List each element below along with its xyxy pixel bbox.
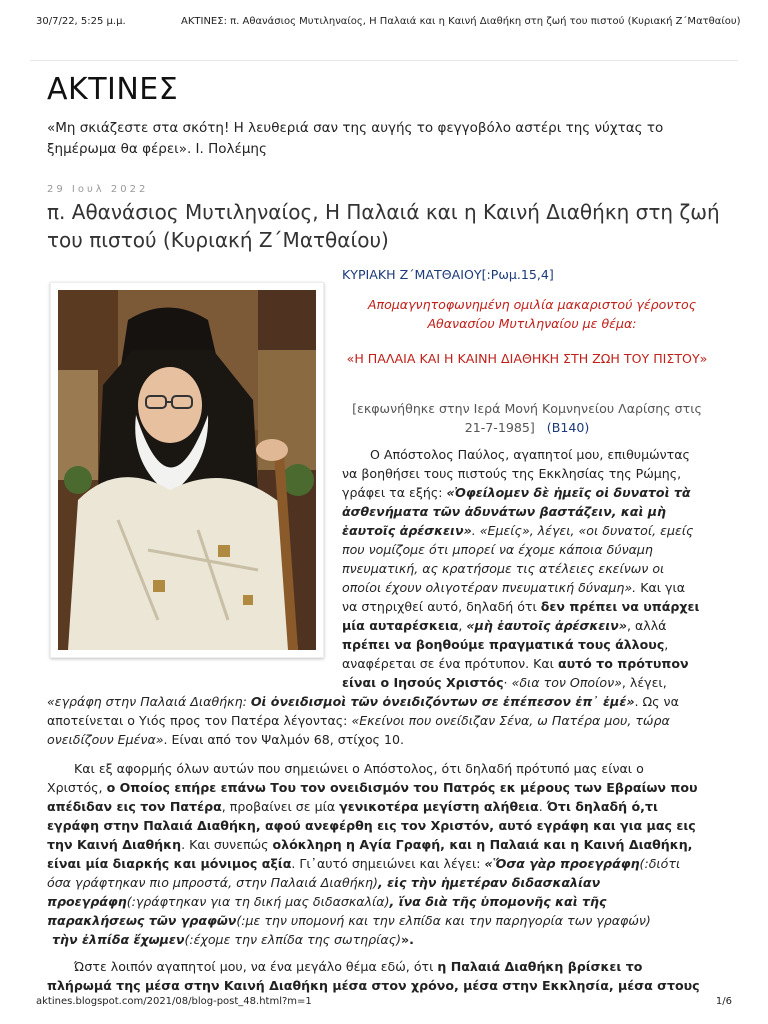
- body-line: Ο Απόστολος Παύλος, αγαπητοί μου, επιθυμώντας: [370, 447, 690, 462]
- body-line: να βοηθήσει τους πιστούς της Εκκλησίας της Ρώμης,: [342, 466, 682, 481]
- sermon-code: (Β140): [546, 419, 590, 435]
- body-line: όσα γράφτηκαν πιο μπροστά, στην Παλαιά Διαθήκη), εἰς τὴν ἡμετέραν διδασκαλίαν: [47, 875, 601, 890]
- body-line: γράφει τα εξής: «Ὀφείλομεν δὲ ἡμεῖς οἱ δυνατοὶ τὰ: [342, 485, 691, 500]
- print-timestamp: 30/7/22, 5:25 μ.μ.: [36, 16, 126, 27]
- sermon-theme-text: «Η ΠΑΛΑΙΑ ΚΑΙ Η ΚΑΙΝΗ ΔΙΑΘΗΚΗ ΣΤΗ ΖΩΗ ΤΟΥ ΠΙΣΤΟΥ»: [346, 351, 708, 366]
- body-line: Ώστε λοιπόν αγαπητοί μου, να ένα μεγάλο θέμα εδώ, ότι η Παλαιά Διαθήκη βρίσκει το: [74, 959, 643, 974]
- sunday-heading: ΚΥΡΙΑΚΗ Ζ΄ΜΑΤΘΑΙΟΥ: [342, 267, 482, 282]
- body-line: παρακλήσεως τῶν γραφῶν(:με την υπομονή και την ελπίδα και την παρηγορία των γραφών): [47, 913, 651, 928]
- body-line: πνευματική, ας κρατήσομε τις ατέλειες εκείνων οι: [342, 561, 665, 576]
- post-title: π. Αθανάσιος Μυτιληναίος, Η Παλαιά και η Καινή Διαθήκη στη ζωή του πιστού (Κυριακή Ζ΄Ματθαίου): [47, 200, 720, 252]
- body-line: είναι μία διαρκής και μόνιμος αξία. Γι᾿αυτό σημειώνει και λέγει: «Ὅσα γὰρ προεγράφη(:διότι: [47, 856, 681, 871]
- body-line: που νομίζομε ότι μπορεί να έχομε κάποια δύναμη: [342, 542, 653, 557]
- body-line: είναι ο Ιησούς Χριστός· «δια τον Οποίον», λέγει,: [342, 675, 667, 690]
- body-line: ονειδίζουν Εμένα». Είναι από τον Ψαλμόν 68, στίχος 10.: [47, 732, 404, 747]
- sermon-heading: [342, 266, 722, 285]
- body-line: οποίοι έχουν ολιγοτέραν πνευματική δύναμη». Και για: [342, 580, 686, 595]
- body-line: απέδιδαν εις τον Πατέρα, προβαίνει σε μία γενικοτέρα μεγίστη αλήθεια. Ότι δηλαδή ό,τι: [47, 799, 658, 814]
- body-line: αναφέρεται σε ένα πρότυπον. Και αυτό το πρότυπον: [342, 656, 689, 671]
- print-header: [36, 16, 741, 30]
- scripture-reference: [:Ρωμ.15,4]: [481, 267, 554, 282]
- sermon-subtitle: [342, 296, 722, 333]
- blog-description: «Μη σκιάζεστε στα σκότη! Η λευθεριά σαν της αυγής το φεγγοβόλο αστέρι της νύχτας το ξημέρωμα θα φέρει». Ι. Πολέμης: [47, 120, 664, 157]
- body-line: Και εξ αφορμής όλων αυτών που σημειώνει ο Απόστολος, ότι δηλαδή πρότυπό μας είναι ο: [74, 761, 644, 776]
- sermon-subtitle-text: Απομαγνητοφωνημένη ομιλία μακαριστού γέροντος Αθανασίου Μυτιληναίου με θέμα:: [367, 297, 697, 331]
- blog-title[interactable]: ΑΚΤΙΝΕΣ: [47, 72, 179, 107]
- header-divider: [30, 60, 738, 61]
- sermon-theme: [342, 350, 712, 369]
- body-line: εγράφη στην Παλαιά Διαθήκη, αφού ανεφέρθη εις τον Χριστόν, αυτό εγράφη και για μας εις: [47, 818, 696, 833]
- body-line: να στηριχθεί αυτό, δηλαδή ότι δεν πρέπει να υπάρχει: [342, 599, 700, 614]
- body-line: πλήρωμά της μέσα στην Καινή Διαθήκη μέσα στον χρόνο, μέσα στην Εκκλησία, μέσα στους: [47, 978, 700, 993]
- elder-portrait-image: [58, 290, 316, 650]
- body-line: τὴν ἐλπίδα ἔχωμεν(:έχομε την ελπίδα της σωτηρίας)».: [52, 932, 414, 947]
- post-date: 29 Ιουλ 2022: [47, 184, 149, 195]
- delivery-info: [342, 400, 712, 437]
- body-line: την Καινή Διαθήκη. Και συνεπώς ολόκληρη η Αγία Γραφή, και η Παλαιά και η Καινή Διαθήκη,: [47, 837, 693, 852]
- delivery-place-date: [εκφωνήθηκε στην Ιερά Μονή Κομνηνείου Λαρίσης στις 21-7-1985]: [352, 401, 702, 435]
- print-footer: [36, 996, 732, 1010]
- elder-photo: [50, 282, 324, 658]
- print-page-number: 1/6: [715, 996, 732, 1007]
- body-line: «εγράφη στην Παλαιά Διαθήκη: Οἱ ὀνειδισμοὶ τῶν ὀνειδιζόντων σε ἐπέπεσον ἐπ᾿ ἐμέ». Ως να: [47, 694, 679, 709]
- body-line: προεγράφη(:γράφτηκαν για τη δική μας διδασκαλία), ἵνα διὰ τῆς ὑπομονῆς καὶ τῆς: [47, 894, 607, 909]
- body-line: μία αυταρέσκεια, «μὴ ἑαυτοῖς ἀρέσκειν», αλλά: [342, 618, 667, 633]
- print-page-title: ΑΚΤΙΝΕΣ: π. Αθανάσιος Μυτιληναίος, Η Παλαιά και η Καινή Διαθήκη στη ζωή του πιστού (Κυριακή Ζ΄Ματθαίου): [181, 16, 741, 27]
- print-url[interactable]: aktines.blogspot.com/2021/08/blog-post_48.html?m=1: [36, 996, 312, 1007]
- body-line: αποτείνεται ο Υιός προς τον Πατέρα λέγοντας: «Εκείνοι που ονείδιζαν Σένα, ω Πατέρα μου, τώρα: [47, 713, 670, 728]
- body-line: Χριστός, ο Οποίος επήρε επάνω Του τον ονειδισμόν του Πατρός εκ μέρους των Εβραίων που: [47, 780, 698, 795]
- body-line: ἀσθενήματα τῶν ἀδυνάτων βαστάζειν, καὶ μὴ: [342, 504, 666, 519]
- body-line: ἑαυτοῖς ἀρέσκειν». «Εμείς», λέγει, «οι δυνατοί, εμείς: [342, 523, 694, 538]
- body-line: πρέπει να βοηθούμε πραγματικά τους άλλους,: [342, 637, 669, 652]
